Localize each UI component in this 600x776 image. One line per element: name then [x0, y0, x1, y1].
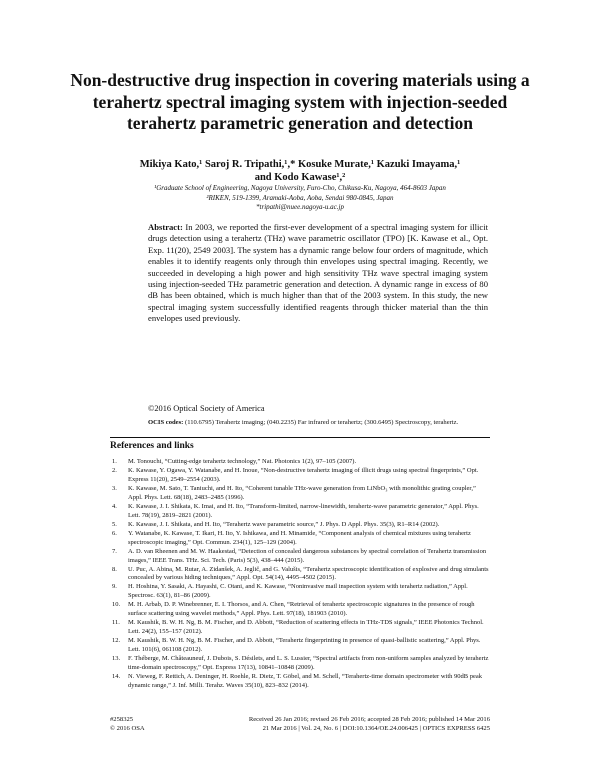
author-line-1: Mikiya Kato,¹ Saroj R. Tripathi,¹,* Kosuke Murate,¹ Kazuki Imayama,¹	[139, 159, 461, 170]
reference-number: 2.	[112, 467, 117, 474]
reference-item	[110, 458, 490, 467]
reference-number: 1.	[112, 458, 117, 465]
corresponding-email[interactable]: *tripathi@nuee.nagoya-u.ac.jp	[256, 203, 344, 211]
ocis-label: OCIS codes:	[148, 419, 184, 426]
reference-number: 13.	[112, 655, 121, 663]
reference-text: N. Vieweg, F. Rettich, A. Deninger, H. Roehle, R. Dietz, T. Göbel, and M. Schell, “Terahertz-time domain spectrometer with 90dB peak dynamic range,” J. Inf. Milli. Terahz. Waves 35(10), 823–832 (2014).	[128, 672, 482, 689]
manuscript-id: #258325	[110, 716, 134, 723]
reference-text: H. Hoshina, Y. Sasaki, A. Hayashi, C. Otani, and K. Kawase, “Noninvasive mail inspection system with terahertz radiation,” Appl. Spectrosc. 63(1), 81–86 (2009).	[128, 583, 468, 600]
reference-text: A. D. van Rheenen and M. W. Haakestad, “Detection of concealed dangerous substances by spectral correlation of Terahertz transmission images,” IEEE Trans. THz. Sci. Tech. (Paris) 5(3), 438–444 (2015).	[128, 547, 487, 564]
reference-item	[110, 548, 490, 566]
reference-list	[110, 458, 490, 691]
reference-item	[110, 530, 490, 548]
reference-text: M. Kaushik, B. W. H. Ng, B. M. Fischer, and D. Abbott, “Reduction of scattering effects in THz-TDS signals,” IEEE Photonics Technol. Lett. 24(2), 155–157 (2012).	[128, 619, 484, 636]
reference-item	[110, 619, 490, 637]
ocis-codes	[148, 418, 488, 427]
reference-text: M. H. Arbab, D. P. Winebrenner, E. I. Thorsos, and A. Chen, “Retrieval of terahertz spectroscopic signatures in the presence of rough surface scattering using wavelet methods,” Appl. Phys. Lett. 97(18), 181903 (2010).	[128, 601, 475, 618]
affiliation-1: ¹Graduate School of Engineering, Nagoya University, Furo-Cho, Chikusa-Ku, Nagoya, 464-8603 Japan	[154, 184, 446, 192]
abstract-label: Abstract:	[148, 222, 183, 232]
copyright-notice: ©2016 Optical Society of America	[148, 404, 265, 413]
reference-text: F. Théberge, M. Châteauneuf, J. Dubois, S. Désilets, and L. S. Lussier, “Spectral artifacts from non-uniform samples analyzed by terahertz time-domain spectroscopy,” Opt. Express 17(13), 10841–10848 (2009).	[128, 655, 489, 671]
reference-number: 9.	[112, 583, 117, 591]
reference-item	[110, 673, 490, 691]
reference-number: 11.	[112, 619, 120, 627]
references-heading: References and links	[110, 441, 194, 451]
reference-item	[110, 566, 490, 584]
reference-item	[110, 485, 490, 503]
reference-number: 6.	[112, 529, 117, 537]
reference-text: Y. Watanabe, K. Kawase, T. Ikari, H. Ito, Y. Ishikawa, and H. Minamide, “Component analysis of chemical mixtures using terahertz spectroscopic imaging,” Opt. Commun. 234(1), 125–129 (2004).	[128, 529, 471, 546]
affiliations	[100, 184, 500, 213]
paper-title: Non-destructive drug inspection in covering materials using a terahertz spectral imaging system with injection-seeded terahertz parametric generation and detection	[70, 70, 530, 133]
author-list	[100, 158, 500, 184]
reference-text: K. Kawase, J. I. Shikata, and H. Ito, “Terahertz wave parametric source,” J. Phys. D Appl. Phys. 35(3), R1–R14 (2002).	[128, 520, 440, 528]
reference-item	[110, 583, 490, 601]
reference-item	[110, 655, 490, 673]
abstract-text: In 2003, we reported the first-ever development of a spectral imaging system for illicit drugs detection using a terahertz (THz) wave parametric oscillator (TPO) [K. Kawase et al., Opt. Exp. 11(20), 2549 2003]. The system has a dynamic range below four orders of magnitude, which enables it to identify reagents only through thin envelopes using spectral imaging. Recently, we succeeded in developing a high power and high sensitivity THz wave spectral imaging system using injection-seeded THz parametric generation and detection. A dynamic range in excess of 80 dB has been obtained, which is much higher than that of the 2003 system. In this study, the new spectral imaging system successfully identified reagents through thicker material than the thin envelopes used previously.	[148, 222, 488, 324]
reference-number: 5.	[112, 520, 117, 528]
reference-text: K. Kawase, M. Sato, T. Taniuchi, and H. Ito, “Coherent tunable THz-wave generation from LiNbO₃ with monolithic grating coupler,” Appl. Phys. Lett. 68(18), 2483–2485 (1996).	[128, 484, 476, 501]
ocis-text: (110.6795) Terahertz imaging; (040.2235) Far infrared or terahertz; (300.6495) Spectroscopy, terahertz.	[185, 419, 459, 426]
journal-citation: 21 Mar 2016 | Vol. 24, No. 6 | DOI:10.1364/OE.24.006425 | OPTICS EXPRESS 6425	[262, 725, 490, 733]
reference-text: M. Kaushik, B. W. H. Ng, B. M. Fischer, and D. Abbott, “Terahertz fingerprinting in presence of quasi-ballistic scattering,” Appl. Phys. Lett. 101(6), 061108 (2012).	[128, 637, 481, 654]
reference-item	[110, 467, 490, 485]
reference-text: K. Kawase, J. I. Shikata, K. Imai, and H. Ito, “Transform-limited, narrow-linewidth, terahertz-wave parametric generator,” Appl. Phys. Lett. 78(19), 2819–2821 (2001).	[128, 502, 479, 519]
reference-item	[110, 601, 490, 619]
reference-text: K. Kawase, Y. Ogawa, Y. Watanabe, and H. Inoue, “Non-destructive terahertz imaging of illicit drugs using spectral fingerprints,” Opt. Express 11(20), 2549–2554 (2003).	[128, 467, 479, 483]
publication-history: Received 26 Jan 2016; revised 26 Feb 2016; accepted 28 Feb 2016; published 14 Mar 2016	[248, 716, 490, 723]
footer-copyright: © 2016 OSA	[110, 725, 145, 733]
section-divider	[110, 437, 490, 438]
reference-text: U. Puc, A. Abina, M. Rutar, A. Zidanšek, A. Jeglič, and G. Valušis, “Terahertz spectroscopic identification of explosive and drug simulants concealed by various hiding techniques,” Appl. Opt. 54(14), 4495–4502 (2015).	[128, 565, 489, 582]
affiliation-2: ²RIKEN, 519-1399, Aramaki-Aoba, Aoba, Sendai 980-0845, Japan	[206, 193, 394, 202]
reference-item	[110, 637, 490, 655]
reference-number: 7.	[112, 547, 117, 555]
reference-number: 4.	[112, 502, 117, 510]
author-line-2: and Kodo Kawase¹,²	[254, 172, 346, 183]
reference-number: 14.	[112, 672, 121, 680]
abstract	[148, 222, 488, 325]
reference-item	[110, 503, 490, 521]
reference-item	[110, 521, 490, 530]
reference-number: 12.	[112, 637, 121, 645]
reference-number: 8.	[112, 565, 117, 573]
reference-number: 10.	[112, 601, 121, 609]
reference-number: 3.	[112, 484, 117, 492]
footer-left	[110, 715, 145, 734]
reference-text: M. Tonouchi, “Cutting-edge terahertz technology,” Nat. Photonics 1(2), 97–105 (2007).	[128, 458, 357, 465]
footer-right	[249, 715, 490, 734]
